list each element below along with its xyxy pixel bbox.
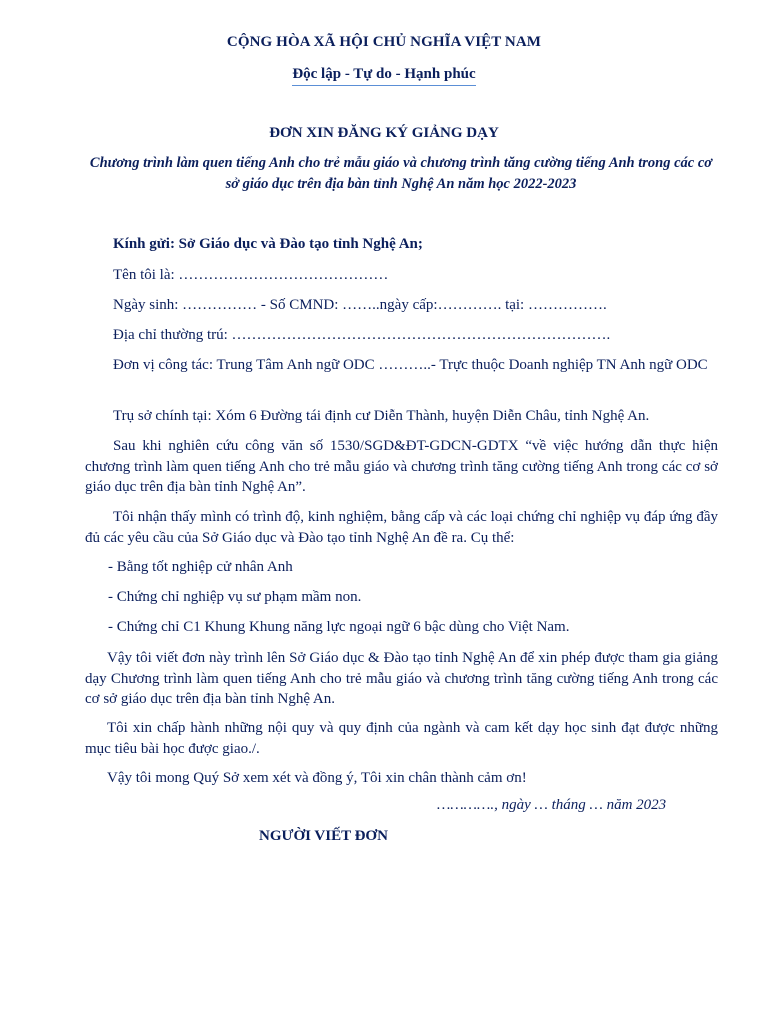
- name-line: Tên tôi là: ……………………………………: [113, 267, 389, 283]
- thanks-line: Vậy tôi mong Quý Sở xem xét và đồng ý, Tôi xin chân thành cảm ơn!: [107, 770, 527, 786]
- request-paragraph: Vậy tôi viết đơn này trình lên Sở Giáo dục & Đào tạo tỉnh Nghệ An để xin phép được tham gia giảng dạy Chương trình làm quen tiếng Anh cho trẻ mẫu giáo và chương trình tăng cường tiếng Anh trong các cơ sở giáo dục trên địa bàn tỉnh Nghệ An.: [85, 650, 718, 707]
- motto-wrapper: [0, 65, 768, 86]
- qualification-item: - Chứng chỉ nghiệp vụ sư phạm mầm non.: [108, 589, 362, 605]
- qualification-item: - Chứng chỉ C1 Khung Khung năng lực ngoại ngữ 6 bậc dùng cho Việt Nam.: [108, 619, 570, 635]
- birth-id-line: Ngày sinh: …………… - Số CMND: ……..ngày cấp:…………. tại: …………….: [113, 297, 607, 313]
- workplace-paragraph: Đơn vị công tác: Trung Tâm Anh ngữ ODC ………..- Trực thuộc Doanh nghiệp TN Anh ngữ ODC: [113, 357, 708, 373]
- date-line: …………., ngày … tháng … năm 2023: [437, 797, 667, 813]
- national-motto: Độc lập - Tự do - Hạnh phúc: [292, 66, 475, 86]
- document-subtitle: Chương trình làm quen tiếng Anh cho trẻ mẫu giáo và chương trình tăng cường tiếng Anh trong các cơ sở giáo dục trên địa bàn tỉnh Nghệ An năm học 2022-2023: [89, 155, 713, 192]
- headquarters-line: Trụ sở chính tại: Xóm 6 Đường tái định cư Diễn Thành, huyện Diễn Châu, tỉnh Nghệ An.: [113, 408, 650, 424]
- document-title: ĐƠN XIN ĐĂNG KÝ GIẢNG DẠY: [269, 125, 499, 141]
- recipient-line: Kính gửi: Sở Giáo dục và Đào tạo tỉnh Nghệ An;: [113, 236, 423, 252]
- commitment-paragraph: Tôi xin chấp hành những nội quy và quy định của ngành và cam kết dạy học sinh đạt được những mục tiêu bài học được giao./.: [85, 720, 718, 757]
- qualification-paragraph: Tôi nhận thấy mình có trình độ, kinh nghiệm, bằng cấp và các loại chứng chỉ nghiệp vụ đáp ứng đầy đủ các yêu cầu của Sở Giáo dục và Đào tạo tỉnh Nghệ An đề ra. Cụ thể:: [85, 509, 718, 546]
- address-line: Địa chỉ thường trú: ………………………………………………………………….: [113, 327, 611, 343]
- national-title: CỘNG HÒA XÃ HỘI CHỦ NGHĨA VIỆT NAM: [226, 34, 542, 50]
- signer-label: NGƯỜI VIẾT ĐƠN: [259, 828, 388, 844]
- qualification-item: - Bằng tốt nghiệp cử nhân Anh: [108, 559, 293, 575]
- research-paragraph: Sau khi nghiên cứu công văn số 1530/SGD&ĐT-GDCN-GDTX “về việc hướng dẫn thực hiện chương trình làm quen tiếng Anh cho trẻ mẫu giáo và chương trình tăng cường tiếng Anh trong các cơ sở giáo dục trên địa bàn tỉnh Nghệ An”.: [85, 438, 718, 495]
